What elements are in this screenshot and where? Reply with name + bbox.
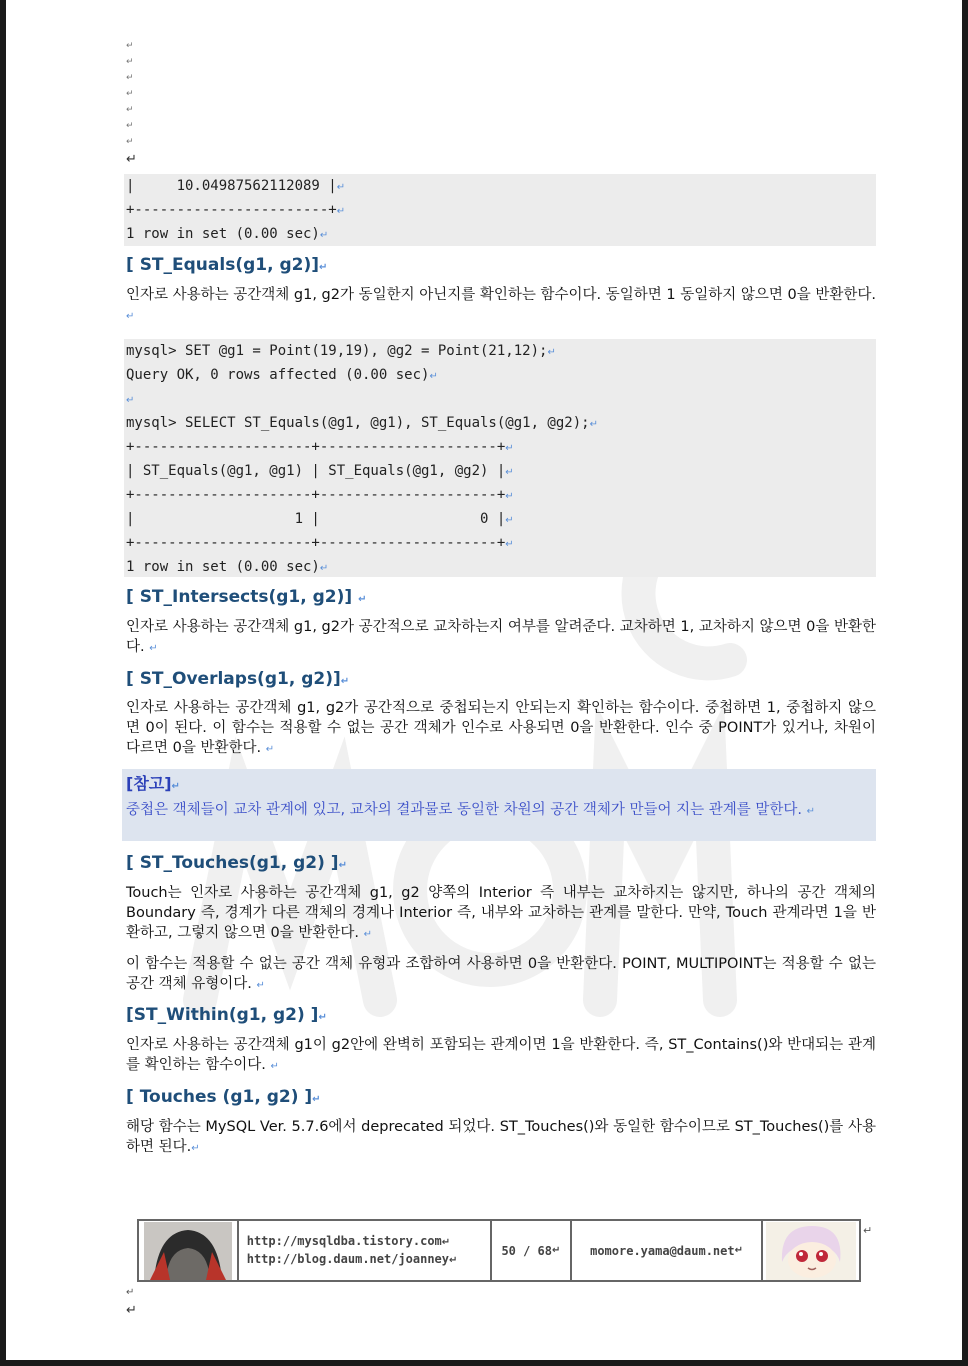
paragraph-mark: ↵ bbox=[126, 152, 137, 167]
paragraph-mark: ↵ bbox=[126, 1287, 135, 1298]
code-line: mysql> SET @g1 = Point(19,19), @g2 = Point(21,12);↵ bbox=[126, 343, 556, 359]
paragraph-st-intersects: 인자로 사용하는 공간객체 g1, g2가 공간적으로 교차하는지 여부를 알려준다. 교차하면 1, 교차하지 않으면 0을 반환한다. ↵ bbox=[126, 619, 876, 655]
heading-st-within: [ST_Within(g1, g2) ]↵ bbox=[126, 1005, 327, 1025]
paragraph-mark: ↵ bbox=[126, 57, 134, 67]
paragraph-st-overlaps: 인자로 사용하는 공간객체 g1, g2가 공간적으로 중첩되는지 안되는지 확인하는 함수이다. 중첩하면 1, 중첩하지 않으면 0이 된다. 이 함수는 적용할 수 없는 공간 객체가 인수로 사용되면 0을 반환한다. 인수 중 POINT가 있거나, 차원이 다르면 0을 반환한다. ↵ bbox=[126, 700, 876, 756]
character-image bbox=[766, 1222, 856, 1280]
footer-url-daum[interactable]: http://blog.daum.net/joanney↵ bbox=[246, 1251, 458, 1266]
heading-st-touches: [ ST_Touches(g1, g2) ]↵ bbox=[126, 853, 347, 873]
window-frame-bottom bbox=[0, 1360, 968, 1366]
paragraph-touches: 해당 함수는 MySQL Ver. 5.7.6에서 deprecated 되었다. ST_Touches()와 동일한 함수이므로 ST_Touches()를 사용하면 된다.↵ bbox=[126, 1119, 876, 1155]
note-title: [참고]↵ bbox=[126, 774, 180, 793]
code-block-st-equals bbox=[124, 339, 876, 577]
code-line: +---------------------+---------------------+↵ bbox=[126, 439, 514, 455]
code-line: mysql> SELECT ST_Equals(@g1, @g1), ST_Equals(@g1, @g2);↵ bbox=[126, 415, 598, 431]
code-line: 1 row in set (0.00 sec)↵ bbox=[126, 559, 329, 575]
paragraph-st-within: 인자로 사용하는 공간객체 g1이 g2안에 완벽히 포함되는 관계이면 1을 반환한다. 즉, ST_Contains()와 반대되는 관계를 확인하는 함수이다. ↵ bbox=[126, 1037, 876, 1073]
paragraph-mark: ↵ bbox=[126, 73, 134, 83]
paragraph-mark: ↵ bbox=[126, 41, 134, 51]
heading-st-overlaps: [ ST_Overlaps(g1, g2)]↵ bbox=[126, 669, 350, 689]
footer-url-tistory[interactable]: http://mysqldba.tistory.com↵ bbox=[246, 1233, 451, 1248]
author-avatar-right bbox=[763, 1221, 859, 1280]
paragraph-st-touches-2: 이 함수는 적용할 수 없는 공간 객체 유형과 조합하여 사용하면 0을 반환한다. POINT, MULTIPOINT는 적용할 수 없는 공간 객체 유형이다. ↵ bbox=[126, 956, 876, 992]
heading-st-equals: [ ST_Equals(g1, g2)]↵ bbox=[126, 255, 328, 275]
page-footer bbox=[137, 1219, 861, 1282]
code-line: +---------------------+---------------------+↵ bbox=[126, 487, 514, 503]
footer-page-number: 50 / 68 ↵ bbox=[492, 1221, 572, 1280]
window-frame-left bbox=[0, 0, 6, 1366]
window-frame-right bbox=[962, 0, 968, 1366]
heading-touches: [ Touches (g1, g2) ]↵ bbox=[126, 1087, 321, 1107]
code-block-result bbox=[124, 174, 876, 246]
paragraph-mark: ↵ bbox=[863, 1224, 873, 1237]
footer-urls bbox=[239, 1221, 492, 1280]
avatar-image bbox=[144, 1222, 232, 1280]
code-line: | 1 | 0 |↵ bbox=[126, 511, 514, 527]
code-line: 1 row in set (0.00 sec)↵ bbox=[126, 226, 329, 242]
code-line: | ST_Equals(@g1, @g1) | ST_Equals(@g1, @g2) |↵ bbox=[126, 463, 514, 479]
paragraph-mark: ↵ bbox=[126, 137, 134, 147]
paragraph-mark: ↵ bbox=[126, 105, 134, 115]
code-line: +---------------------+---------------------+↵ bbox=[126, 535, 514, 551]
footer-email[interactable]: momore.yama@daum.net ↵ bbox=[572, 1221, 763, 1280]
code-line: +-----------------------+↵ bbox=[126, 202, 346, 218]
paragraph-st-equals: 인자로 사용하는 공간객체 g1, g2가 동일한지 아닌지를 확인하는 함수이다. 동일하면 1 동일하지 않으면 0을 반환한다. ↵ bbox=[126, 287, 876, 322]
code-line: | 10.04987562112089 |↵ bbox=[126, 178, 346, 194]
paragraph-mark: ↵ bbox=[126, 1303, 137, 1318]
paragraph-st-touches-1: Touch는 인자로 사용하는 공간객체 g1, g2 양쪽의 Interior 즉 내부는 교차하지는 않지만, 하나의 공간 객체의 Boundary 즉, 경계가 다른 객체의 경계나 Interior 즉, 내부와 교차하는 관계를 말한다. 만약, Touch 관계라면 1을 반환하고, 그렇지 않으면 0을 반환한다. ↵ bbox=[126, 885, 876, 941]
paragraph-mark: ↵ bbox=[126, 121, 134, 131]
author-avatar-left bbox=[139, 1221, 239, 1280]
heading-st-intersects: [ ST_Intersects(g1, g2)] ↵ bbox=[126, 587, 367, 607]
code-line: Query OK, 0 rows affected (0.00 sec)↵ bbox=[126, 367, 438, 383]
code-line: ↵ bbox=[126, 395, 135, 406]
note-body: 중첩은 객체들이 교차 관계에 있고, 교차의 결과물로 동일한 차원의 공간 객체가 만들어 지는 관계를 말한다. ↵ bbox=[126, 802, 816, 818]
paragraph-mark: ↵ bbox=[126, 89, 134, 99]
